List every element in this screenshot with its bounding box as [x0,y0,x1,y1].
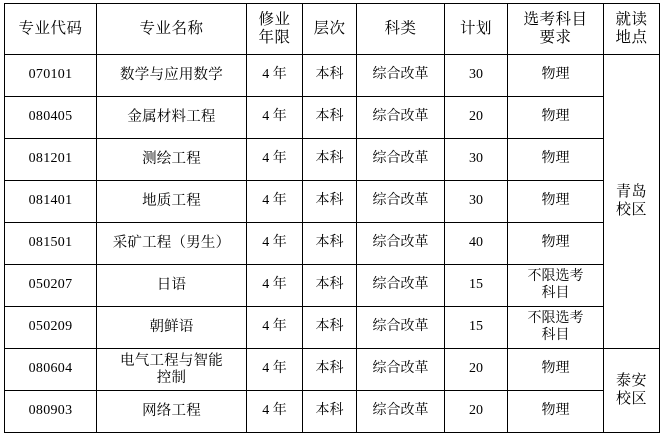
cell-major-code: 050209 [5,307,97,349]
cell-major-name: 采矿工程（男生） [97,223,247,265]
campus-line1: 泰安 [615,373,647,390]
header-subject-line2: 要求 [539,29,572,46]
table-row [5,55,660,97]
cell-plan: 20 [445,391,508,433]
cell-level: 本科 [303,349,357,391]
cell-plan: 20 [445,349,508,391]
cell-major-code: 081201 [5,139,97,181]
subject-line1: 不限选考 [527,269,584,285]
cell-subject: 物理 [508,391,604,433]
cell-type: 综合改革 [357,391,445,433]
cell-subject: 物理 [508,55,604,97]
cell-type: 综合改革 [357,55,445,97]
table-row [5,223,660,265]
cell-major-code: 080405 [5,97,97,139]
cell-campus-qingdao [604,55,660,349]
cell-major-name: 地质工程 [97,181,247,223]
cell-subject: 物理 [508,97,604,139]
cell-years: 4 年 [247,391,303,433]
cell-plan: 40 [445,223,508,265]
cell-subject: 物理 [508,223,604,265]
cell-years: 4 年 [247,55,303,97]
major-name-line2: 控制 [156,369,187,386]
cell-plan: 20 [445,97,508,139]
table-header-row [5,4,660,55]
cell-level: 本科 [303,307,357,349]
major-name-line1: 电气工程与智能 [120,352,223,369]
cell-major-name: 朝鲜语 [97,307,247,349]
cell-level: 本科 [303,265,357,307]
header-cell-type: 科类 [357,4,445,55]
header-cell-major-name: 专业名称 [97,4,247,55]
header-campus-line2: 地点 [615,29,648,46]
cell-major-code: 080903 [5,391,97,433]
major-plan-table [4,3,660,433]
cell-years: 4 年 [247,349,303,391]
cell-type: 综合改革 [357,97,445,139]
cell-years: 4 年 [247,223,303,265]
table-row [5,391,660,433]
cell-subject: 物理 [508,349,604,391]
cell-years: 4 年 [247,139,303,181]
header-cell-plan: 计划 [445,4,508,55]
cell-level: 本科 [303,55,357,97]
header-campus-line1: 就读 [615,11,648,29]
cell-major-code: 070101 [5,55,97,97]
cell-major-name: 网络工程 [97,391,247,433]
header-years-line2: 年限 [258,29,291,46]
cell-level: 本科 [303,223,357,265]
campus-line2: 校区 [615,390,647,407]
cell-major-name: 金属材料工程 [97,97,247,139]
cell-years: 4 年 [247,307,303,349]
table-row [5,181,660,223]
cell-type: 综合改革 [357,307,445,349]
cell-major-name: 数学与应用数学 [97,55,247,97]
cell-major-code: 081401 [5,181,97,223]
table-row [5,265,660,307]
cell-years: 4 年 [247,181,303,223]
cell-major-name: 日语 [97,265,247,307]
cell-plan: 15 [445,265,508,307]
table-row [5,307,660,349]
document-page [0,3,663,431]
cell-level: 本科 [303,181,357,223]
cell-campus-taian [604,349,660,433]
campus-line1: 青岛 [615,184,647,201]
table-header-row-group [5,4,660,55]
campus-line2: 校区 [615,201,647,218]
cell-level: 本科 [303,139,357,181]
cell-level: 本科 [303,391,357,433]
cell-major-code: 081501 [5,223,97,265]
cell-subject: 物理 [508,139,604,181]
cell-plan: 30 [445,55,508,97]
header-years-line1: 修业 [258,11,291,29]
cell-major-name [97,349,247,391]
cell-major-name: 测绘工程 [97,139,247,181]
header-cell-level: 层次 [303,4,357,55]
header-cell-years [247,4,303,55]
header-cell-campus [604,4,660,55]
table-row [5,349,660,391]
cell-subject [508,307,604,349]
subject-line1: 不限选考 [527,311,584,327]
cell-plan: 30 [445,139,508,181]
subject-line2: 科目 [541,285,570,301]
cell-major-code: 080604 [5,349,97,391]
cell-type: 综合改革 [357,181,445,223]
table-body [5,55,660,433]
header-cell-major-code: 专业代码 [5,4,97,55]
cell-subject [508,265,604,307]
header-subject-line1: 选考科目 [523,11,588,29]
cell-type: 综合改革 [357,265,445,307]
subject-line2: 科目 [541,327,570,343]
header-cell-subject-requirement [508,4,604,55]
cell-type: 综合改革 [357,223,445,265]
table-row [5,139,660,181]
cell-level: 本科 [303,97,357,139]
cell-subject: 物理 [508,181,604,223]
cell-type: 综合改革 [357,349,445,391]
cell-plan: 30 [445,181,508,223]
cell-years: 4 年 [247,265,303,307]
cell-years: 4 年 [247,97,303,139]
table-row [5,97,660,139]
cell-major-code: 050207 [5,265,97,307]
cell-type: 综合改革 [357,139,445,181]
cell-plan: 15 [445,307,508,349]
